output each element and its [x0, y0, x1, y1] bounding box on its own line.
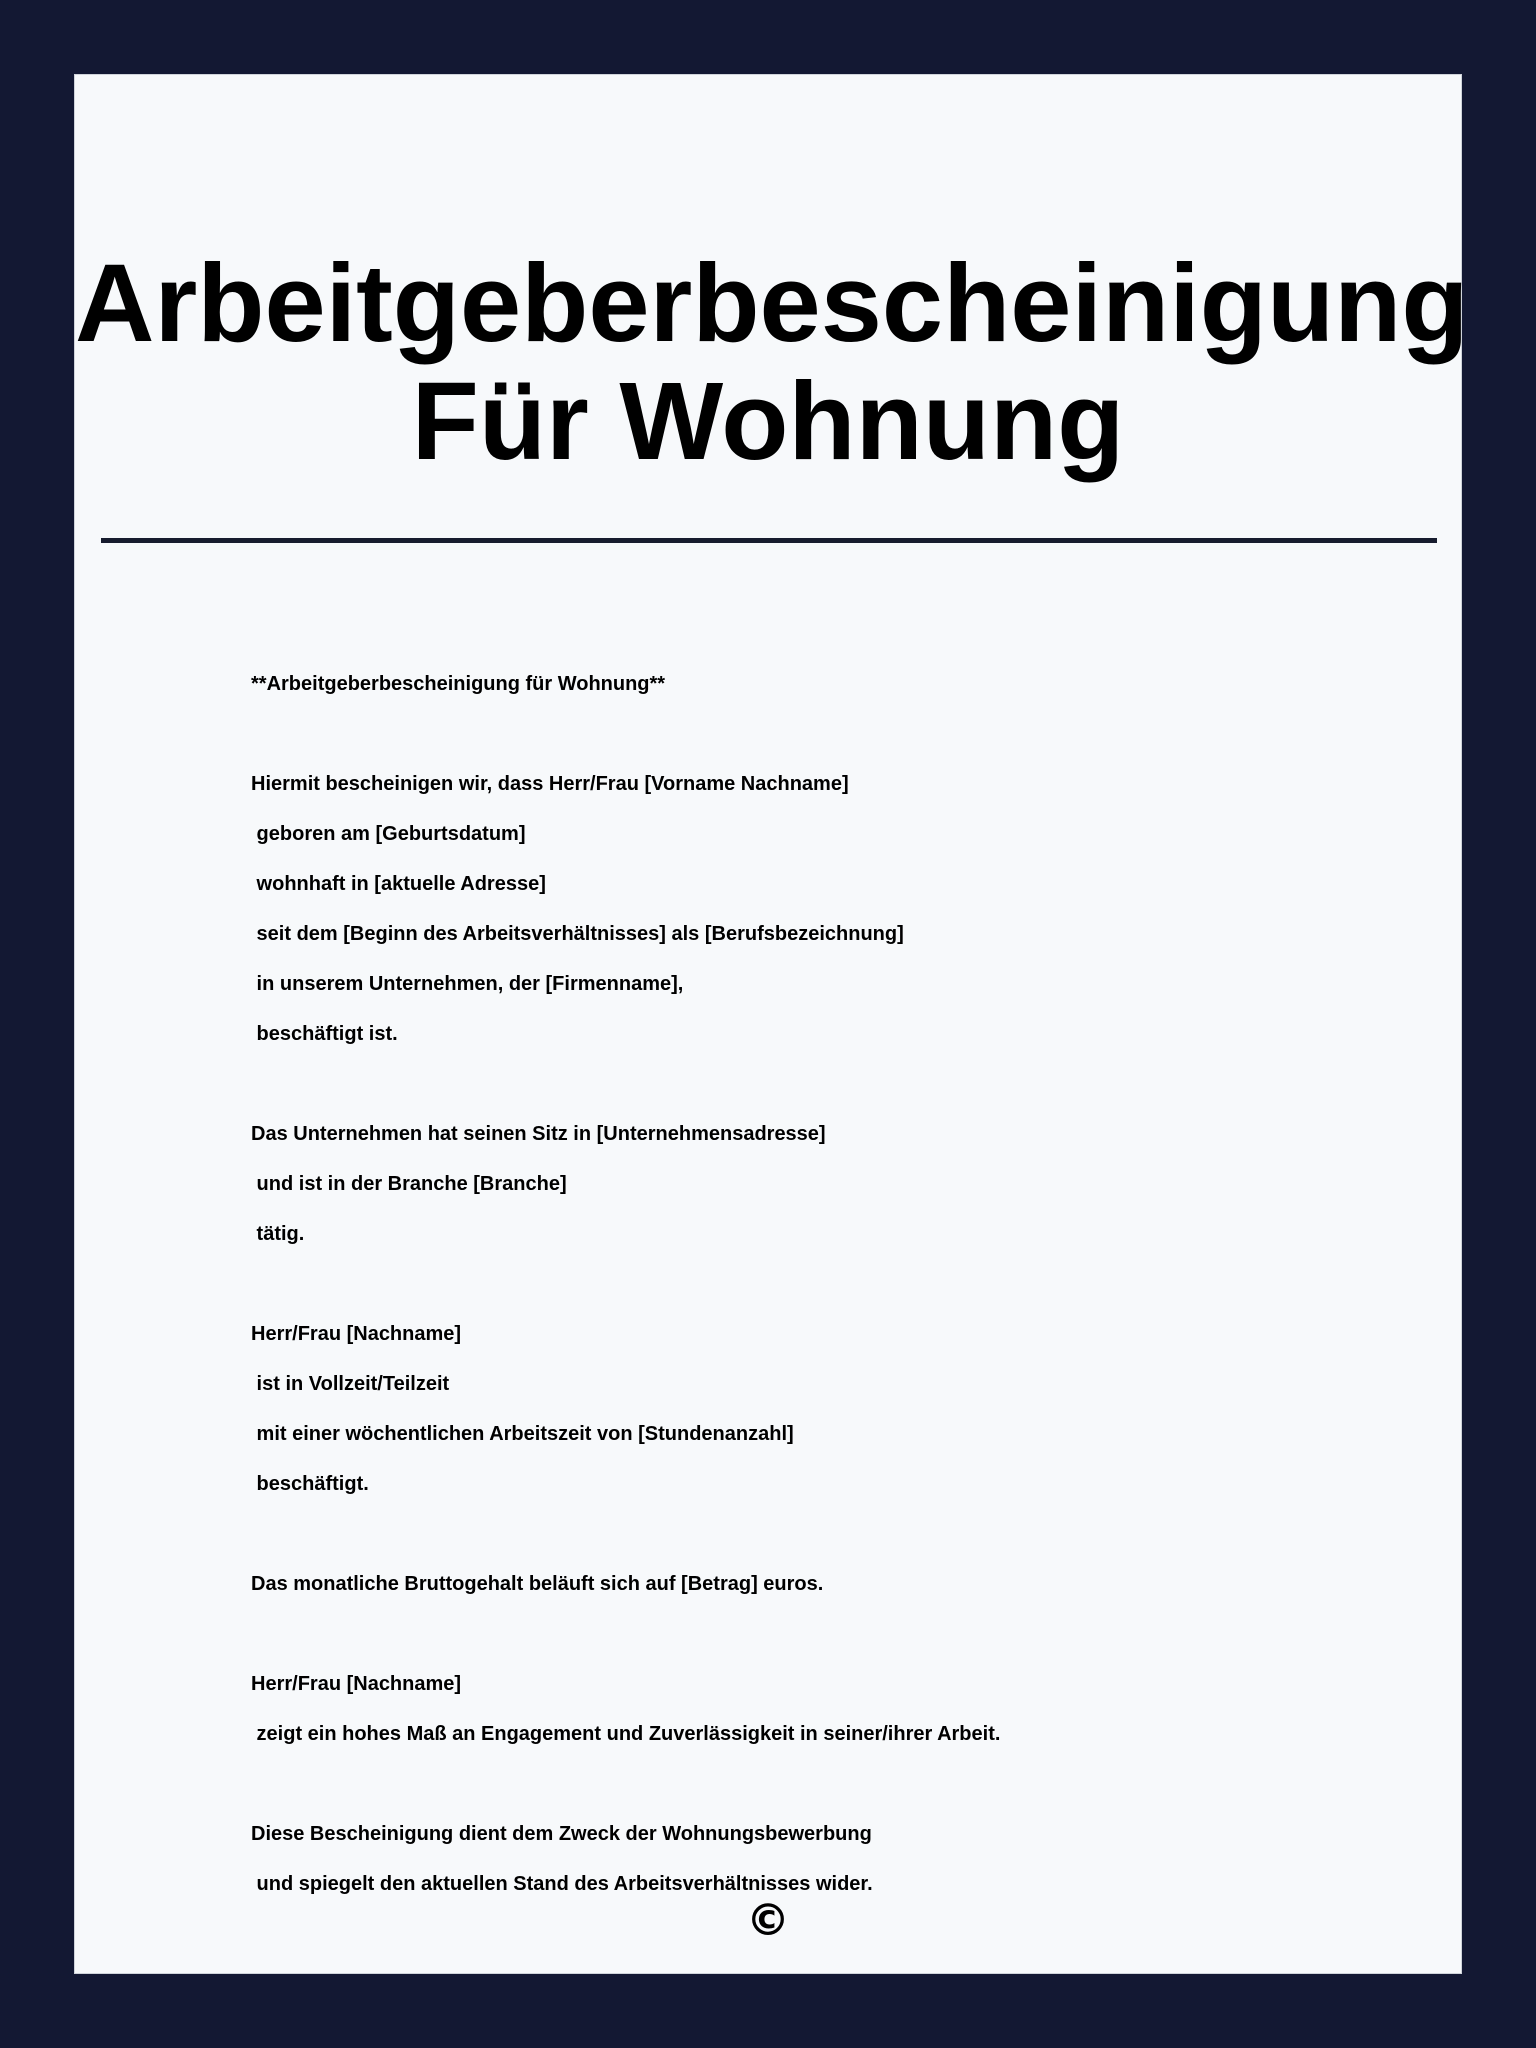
document-page — [74, 74, 1469, 1974]
body-line: Das Unternehmen hat seinen Sitz in [Unternehmensadresse] — [251, 1123, 826, 1145]
body-line: geboren am [Geburtsdatum] — [251, 823, 526, 845]
title-divider — [101, 538, 1437, 543]
body-line: tätig. — [251, 1223, 305, 1245]
body-line: beschäftigt ist. — [251, 1023, 398, 1045]
spacer — [251, 709, 1401, 759]
body-line: mit einer wöchentlichen Arbeitszeit von [Stundenanzahl] — [251, 1423, 794, 1445]
spacer — [251, 1259, 1401, 1309]
body-line: Diese Bescheinigung dient dem Zweck der Wohnungsbewerbung — [251, 1823, 872, 1845]
body-heading: **Arbeitgeberbescheinigung für Wohnung** — [251, 673, 666, 695]
spacer — [251, 1509, 1401, 1559]
body-line: in unserem Unternehmen, der [Firmenname], — [251, 973, 684, 995]
document-body — [251, 659, 1401, 1909]
spacer — [251, 1059, 1401, 1109]
body-line: Herr/Frau [Nachname] — [251, 1323, 462, 1345]
spacer — [251, 1609, 1401, 1659]
title-line-1: Arbeitgeberbescheinigung — [75, 242, 1469, 365]
copyright-icon: © — [746, 1895, 790, 1946]
body-line: beschäftigt. — [251, 1473, 369, 1495]
body-line: seit dem [Beginn des Arbeitsverhältnisses] als [Berufsbezeichnung] — [251, 923, 904, 945]
body-line: zeigt ein hohes Maß an Engagement und Zuverlässigkeit in seiner/ihrer Arbeit. — [251, 1723, 1001, 1745]
body-line: und ist in der Branche [Branche] — [251, 1173, 567, 1195]
body-line: ist in Vollzeit/Teilzeit — [251, 1373, 450, 1395]
title-line-2: Für Wohnung — [411, 360, 1125, 483]
body-line: und spiegelt den aktuellen Stand des Arbeitsverhältnisses wider. — [251, 1873, 873, 1895]
body-line: Hiermit bescheinigen wir, dass Herr/Frau [Vorname Nachname] — [251, 773, 849, 795]
document-title — [75, 242, 1469, 483]
body-line: Herr/Frau [Nachname] — [251, 1673, 462, 1695]
spacer — [251, 1759, 1401, 1809]
body-line: Das monatliche Bruttogehalt beläuft sich auf [Betrag] euros. — [251, 1573, 824, 1595]
body-line: wohnhaft in [aktuelle Adresse] — [251, 873, 546, 895]
